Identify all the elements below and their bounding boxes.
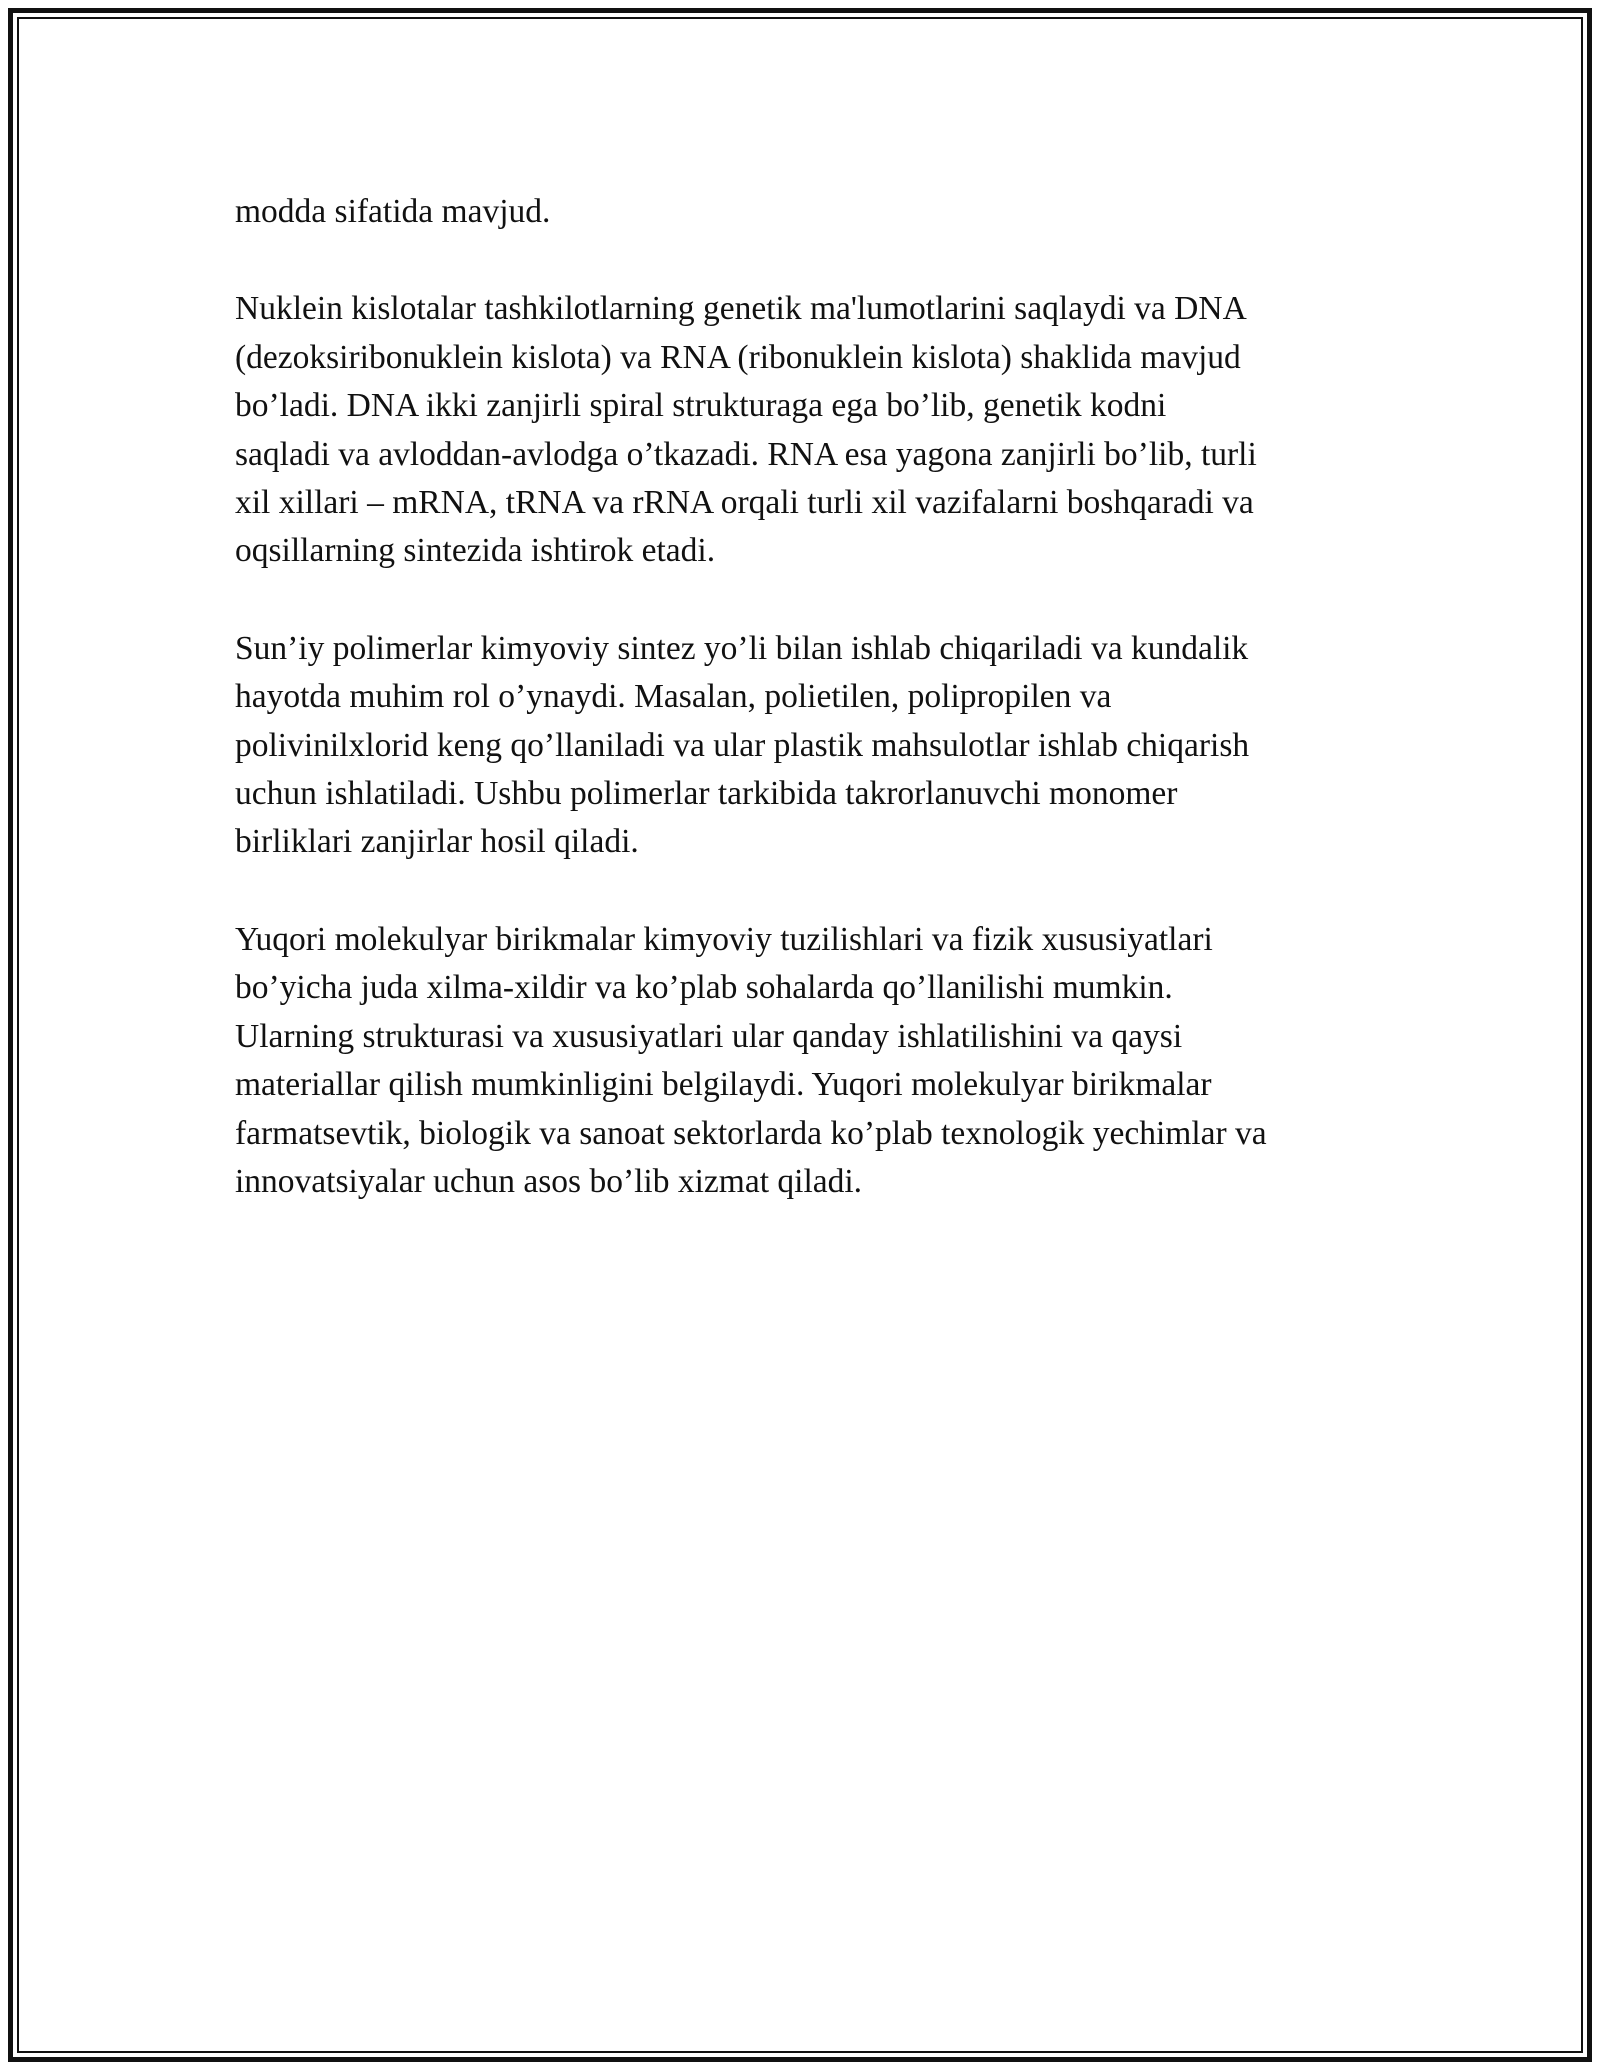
document-body: [235, 188, 1375, 1255]
paragraph-synthetic-polymers: Sun’iy polimerlar kimyoviy sintez yo’li bilan ishlab chiqariladi va kundalik hayotda muhim rol o’ynaydi. Masalan, polietilen, polipropilen va polivinilxlorid keng qo’llaniladi va ular plastik mahsulotlar ishlab chiqarish uchun ishlatiladi. Ushbu polimerlar tarkibida takrorlanuvchi monomer birliklari zanjirlar hosil qiladi.: [235, 629, 1250, 861]
paragraph-continuation: modda sifatida mavjud.: [235, 193, 551, 230]
paragraph-high-molecular-compounds: Yuqori molekulyar birikmalar kimyoviy tuzilishlari va fizik xususiyatlari bo’yicha juda xilma-xildir va ko’plab sohalarda qo’llanilishi mumkin. Ularning strukturasi va xususiyatlari ular qanday ishlatilishini va qaysi materiallar qilish mumkinligini belgilaydi. Yuqori molekulyar birikmalar farmatsevtik, biologik va sanoat sektorlarda ko’plab texnologik yechimlar va innovatsiyalar uchun asos bo’lib xizmat qiladi.: [235, 920, 1267, 1200]
paragraph-nucleic-acids: Nuklein kislotalar tashkilotlarning genetik ma'lumotlarini saqlaydi va DNA (dezoksiribonuklein kislota) va RNA (ribonuklein kislota) shaklida mavjud bo’ladi. DNA ikki zanjirli spiral strukturaga ega bo’lib, genetik kodni saqladi va avloddan-avlodga o’tkazadi. RNA esa yagona zanjirli bo’lib, turli xil xillari – mRNA, tRNA va rRNA orqali turli xil vazifalarni boshqaradi va oqsillarning sintezida ishtirok etadi.: [235, 290, 1257, 570]
